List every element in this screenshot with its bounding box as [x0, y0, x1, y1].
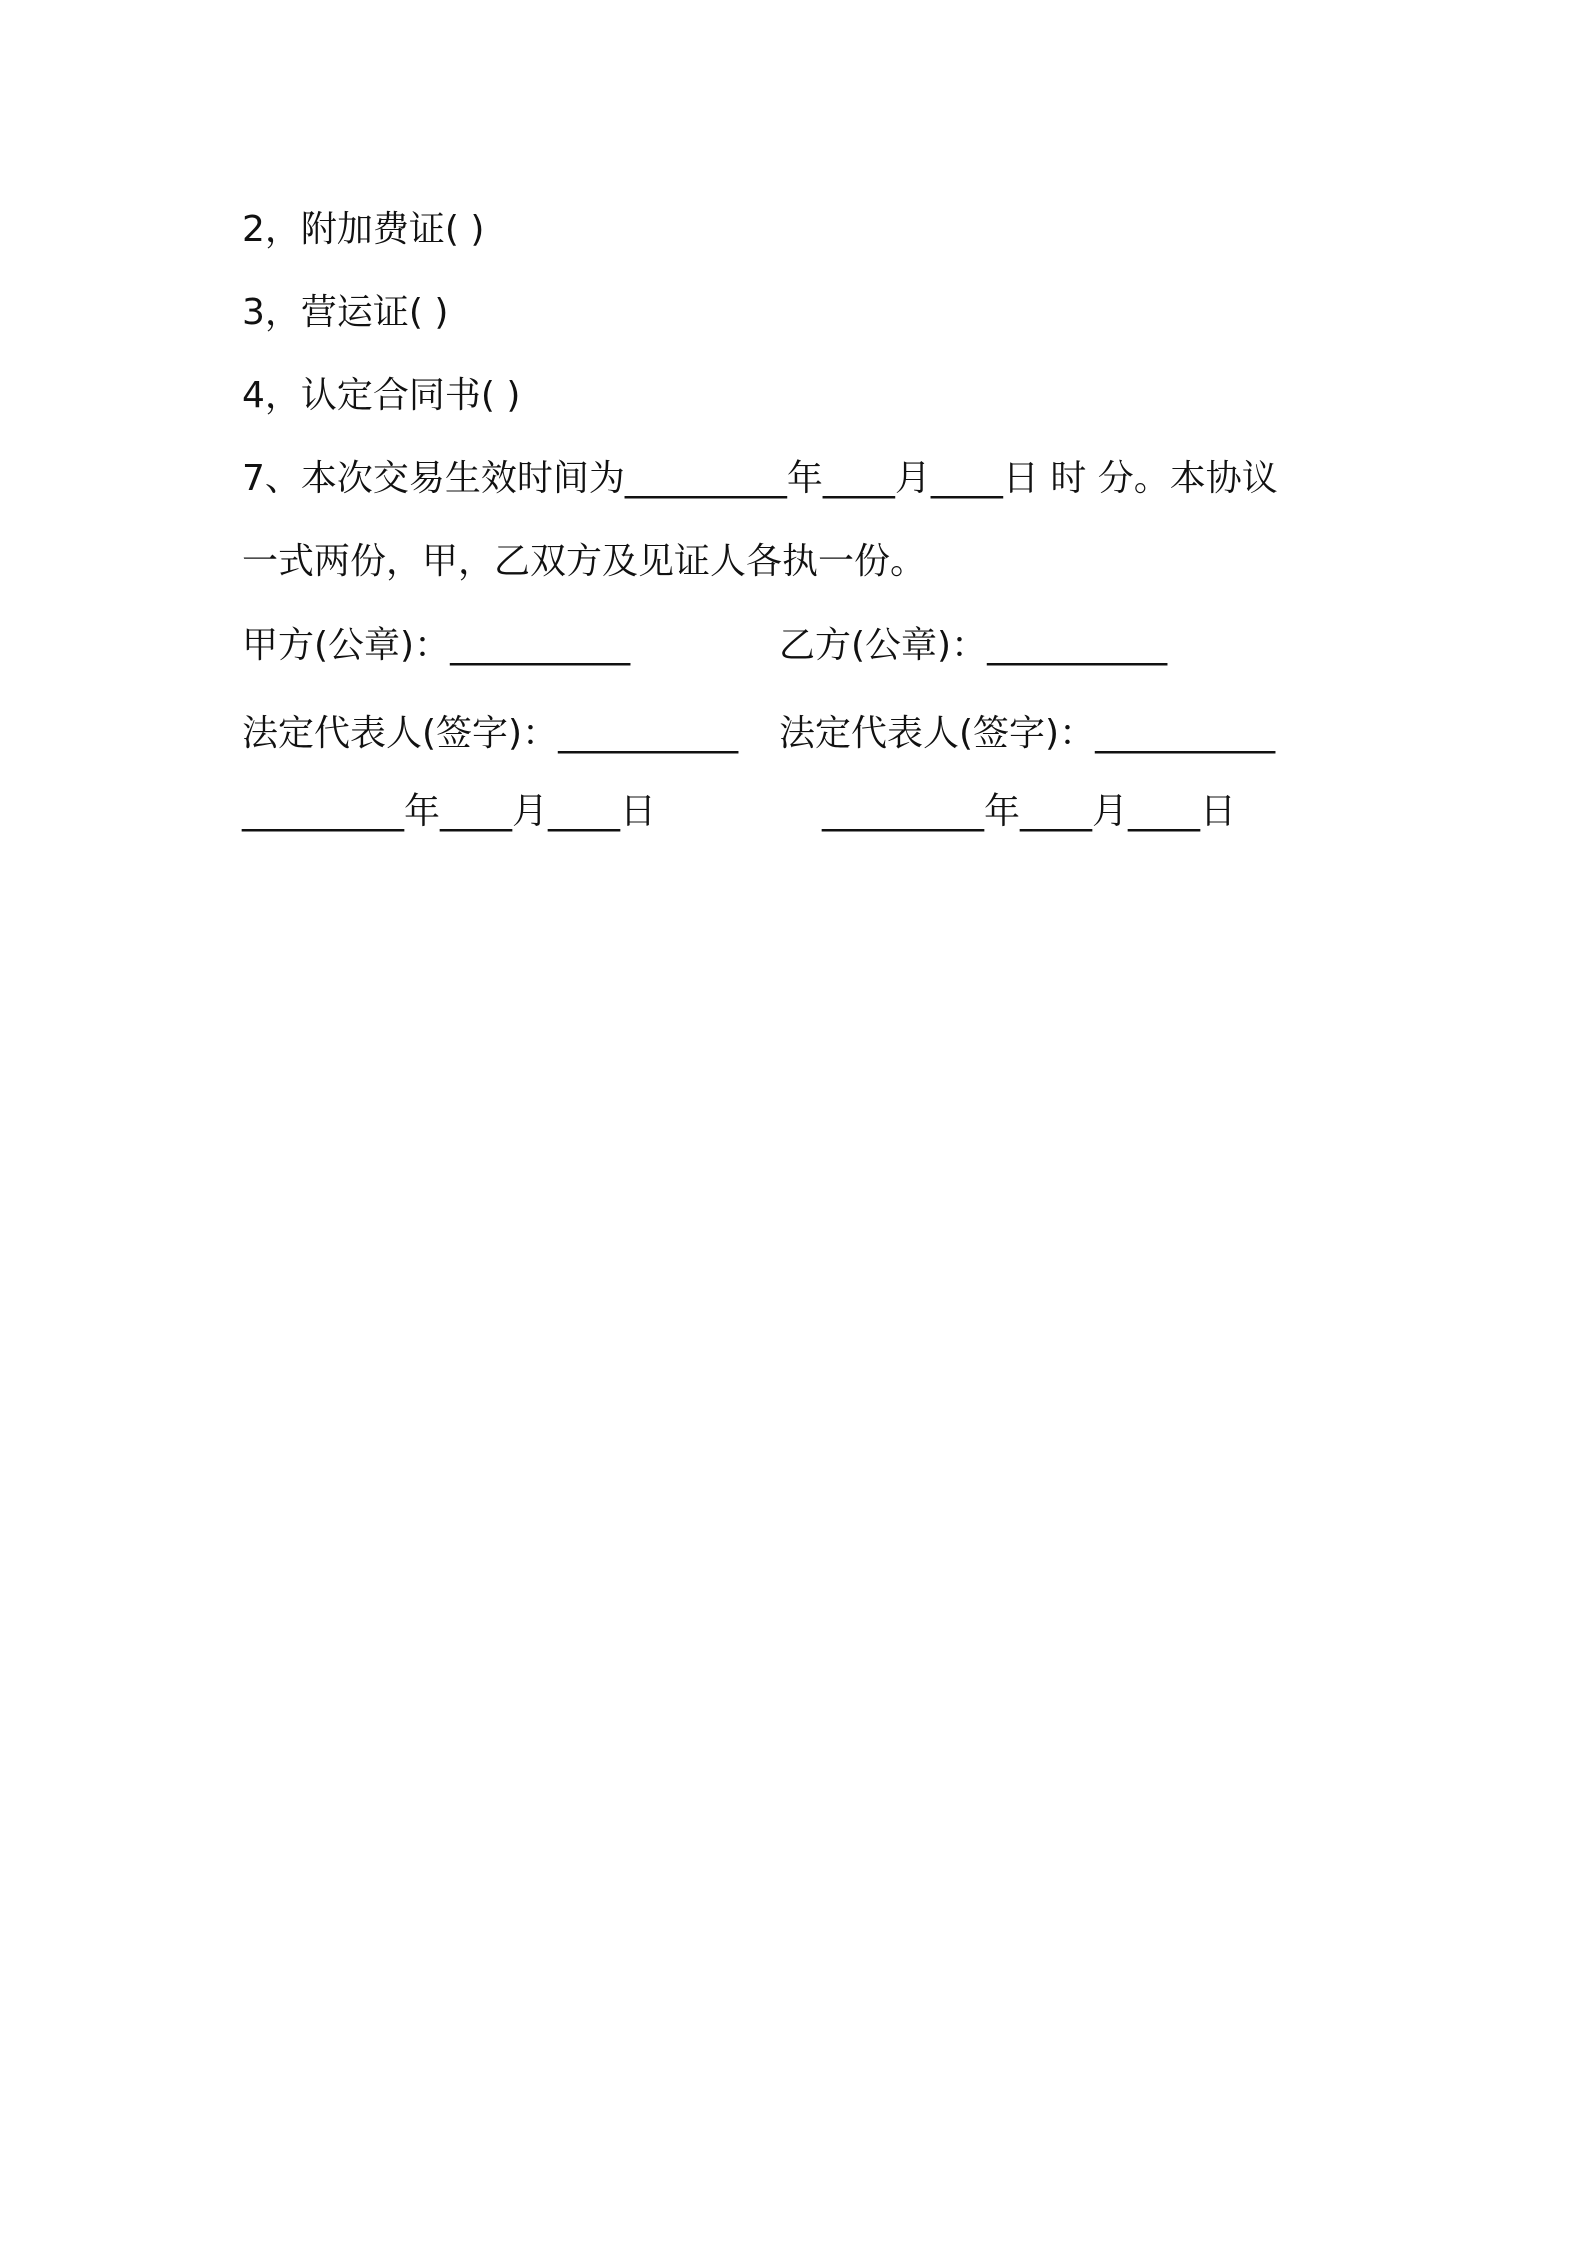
- item-confirmation-contract: 4，认定合同书( ): [242, 375, 521, 416]
- item-operation-certificate: 3，营运证( ): [242, 292, 449, 333]
- clause-7-line-2: 一式两份，甲，乙双方及见证人各执一份。: [242, 541, 927, 582]
- party-a-seal: 甲方(公章)：__________: [242, 625, 631, 666]
- party-b-representative: 法定代表人(签字)：__________: [779, 713, 1276, 754]
- party-a-date: _________年____月____日: [242, 791, 656, 832]
- party-b-seal: 乙方(公章)：__________: [779, 625, 1168, 666]
- clause-7-line-1: 7、本次交易生效时间为_________年____月____日 时 分。本协议: [242, 458, 1278, 499]
- party-b-date: _________年____月____日: [822, 791, 1236, 832]
- party-a-representative: 法定代表人(签字)：__________: [242, 713, 739, 754]
- item-attachment-fee-certificate: 2，附加费证( ): [242, 209, 485, 250]
